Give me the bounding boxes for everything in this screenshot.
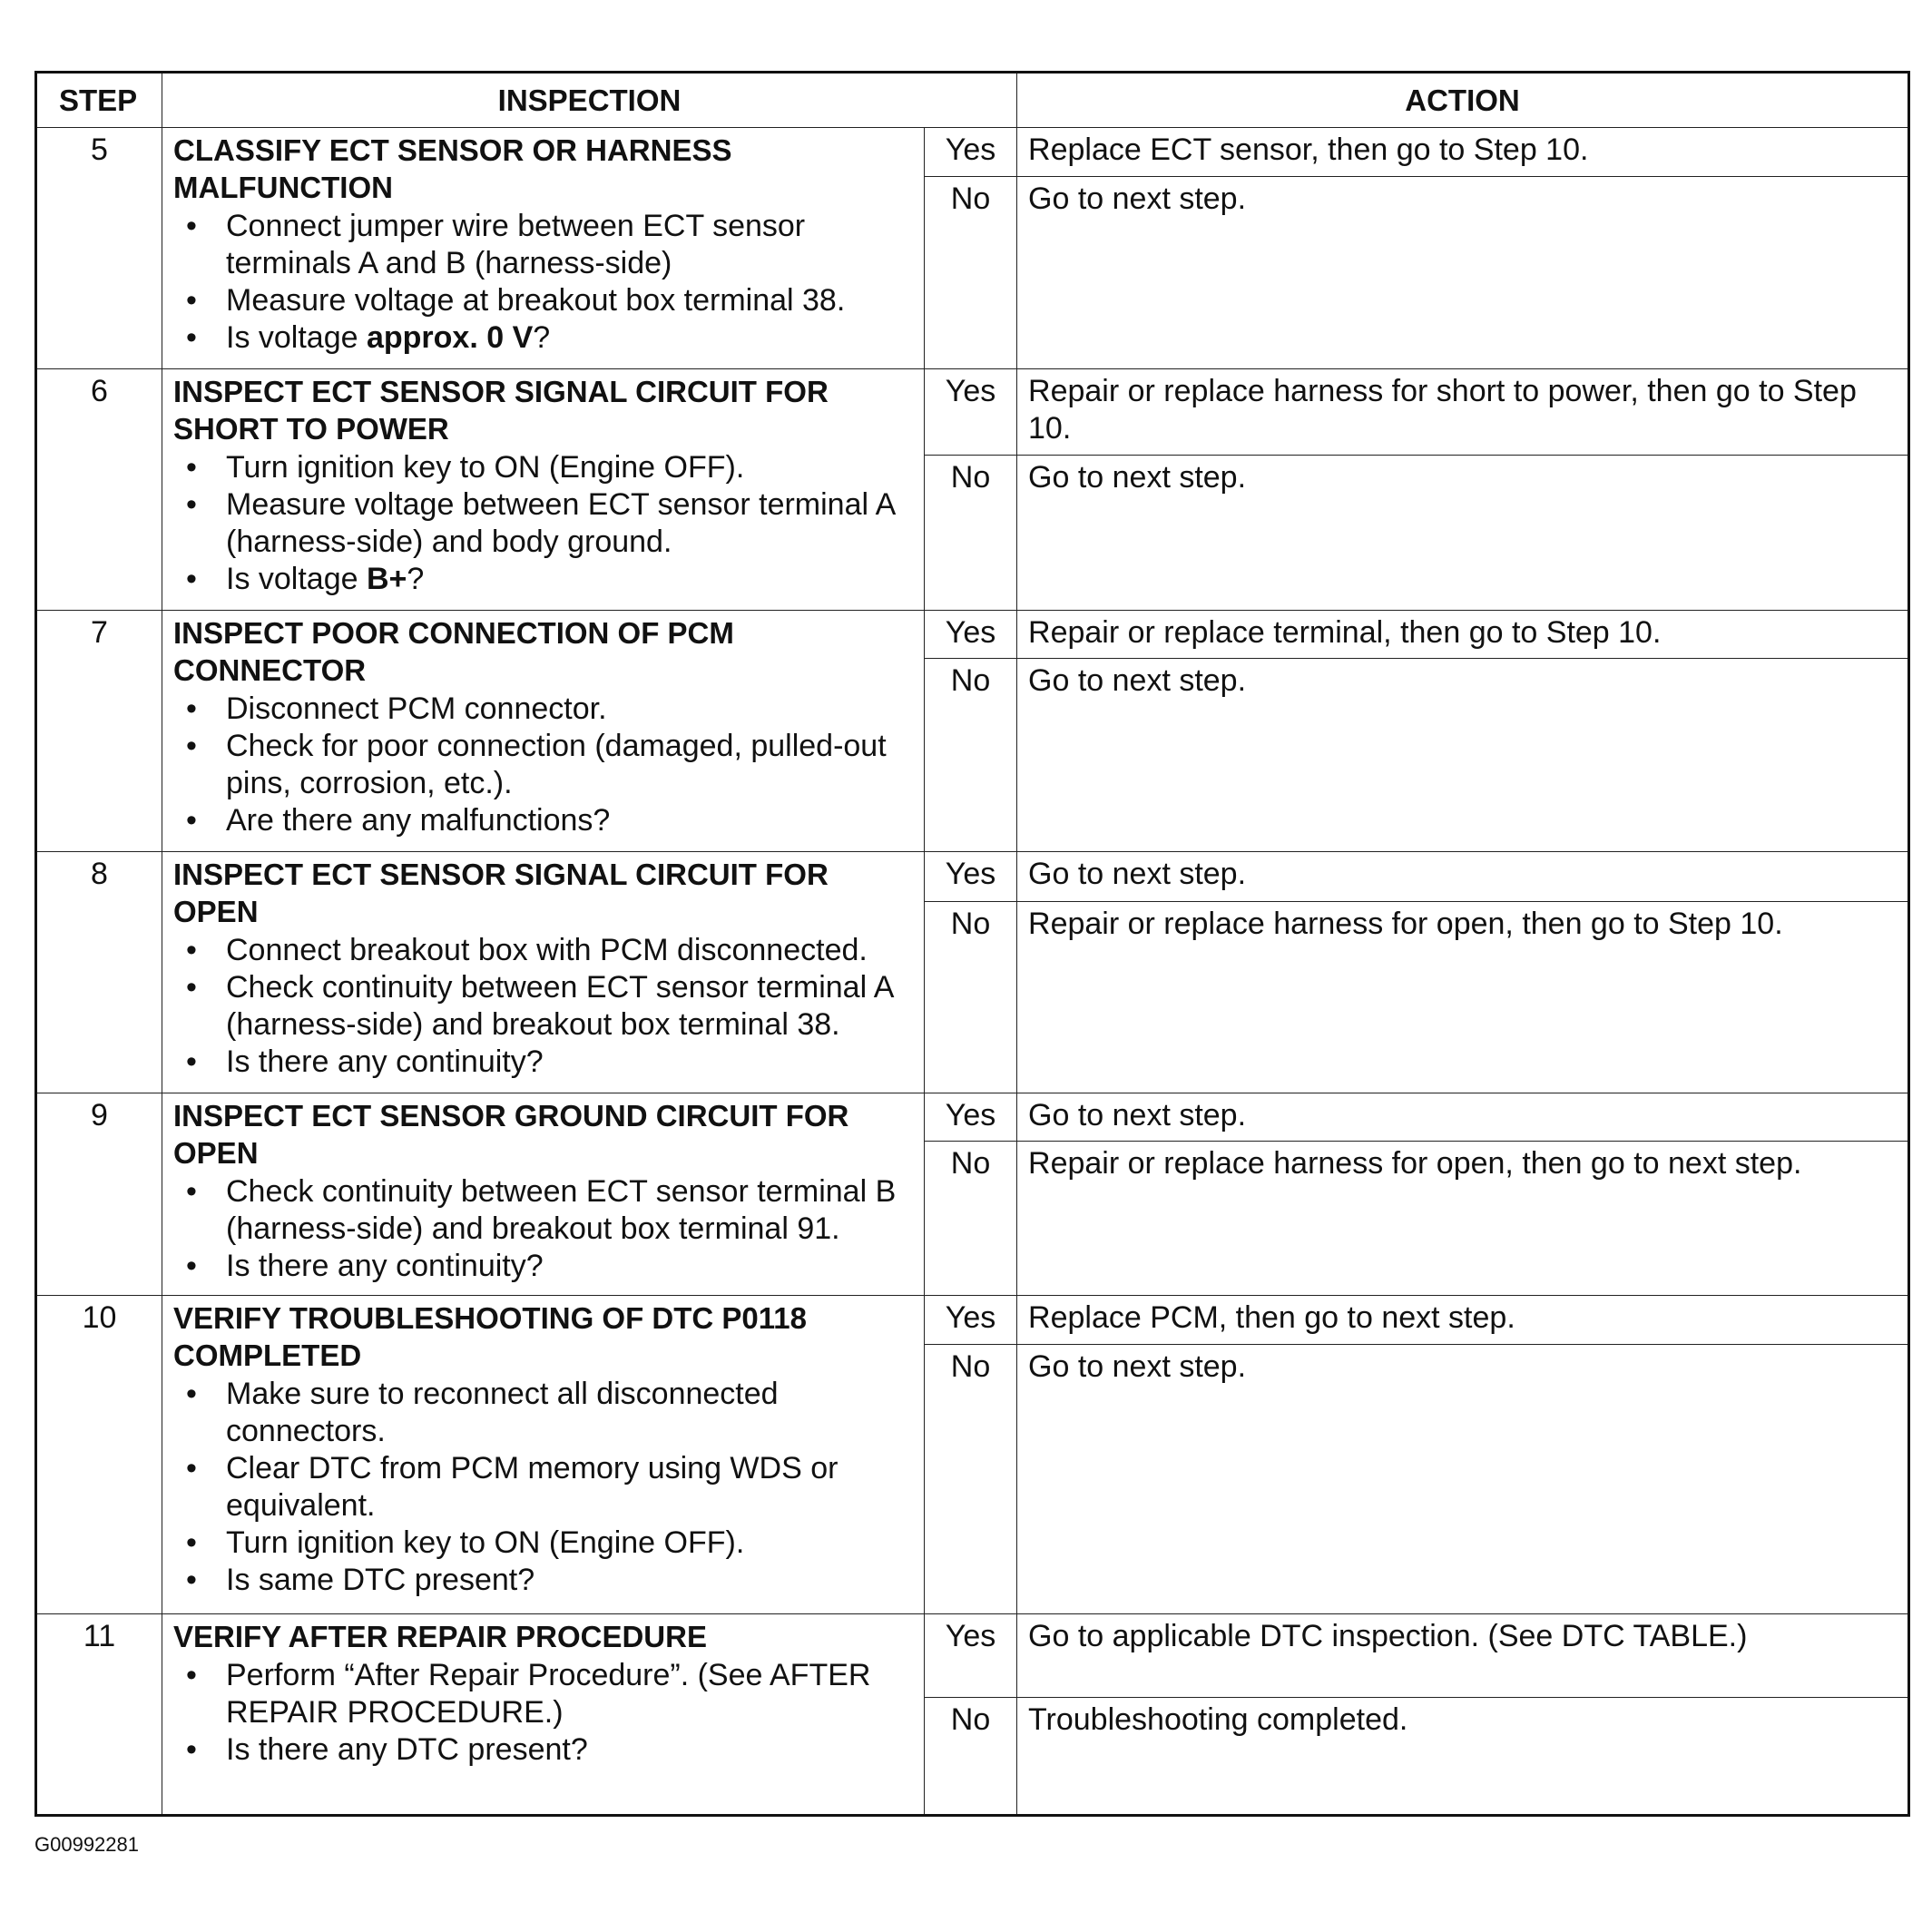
bullet-item: [186, 932, 917, 969]
bullet-item: [186, 1731, 917, 1769]
bullet-text: Measure voltage between ECT sensor terminal A (harness-side) and body ground.: [226, 487, 895, 559]
step-number: 10: [36, 1296, 162, 1614]
yes-label: Yes: [925, 369, 1017, 456]
inspection-title: INSPECT ECT SENSOR GROUND CIRCUIT FOR OPEN: [173, 1099, 849, 1170]
troubleshooting-table: [34, 71, 1910, 1817]
bullet-icon: •: [186, 209, 197, 243]
header-row: [36, 73, 1909, 128]
bullet-icon: •: [186, 803, 197, 838]
step-row-7: [36, 611, 1909, 659]
inspection-cell: [162, 128, 925, 369]
inspection-cell: [162, 369, 925, 611]
inspection-title: INSPECT ECT SENSOR SIGNAL CIRCUIT FOR SHORT TO POWER: [173, 375, 829, 446]
bullet-text: Connect breakout box with PCM disconnected.: [226, 933, 868, 967]
yes-action: Go to next step.: [1017, 1093, 1909, 1142]
bullet-item: [186, 1248, 917, 1285]
inspection-title: INSPECT ECT SENSOR SIGNAL CIRCUIT FOR OPEN: [173, 858, 829, 928]
bullet-icon: •: [186, 729, 197, 763]
inspection-bullets: [173, 691, 917, 839]
bullet-icon: •: [186, 320, 197, 355]
bullet-text: Is voltage: [226, 320, 367, 355]
no-label: No: [925, 902, 1017, 1093]
bullet-text: Measure voltage at breakout box terminal 38.: [226, 283, 846, 318]
bullet-item: [186, 449, 917, 486]
bullet-text: Disconnect PCM connector.: [226, 691, 607, 726]
yes-action: Go to applicable DTC inspection. (See DTC TABLE.): [1017, 1614, 1909, 1698]
bullet-text: Check continuity between ECT sensor terminal B (harness-side) and breakout box terminal 91.: [226, 1174, 897, 1246]
bullet-text: Check for poor connection (damaged, pulled-out pins, corrosion, etc.).: [226, 729, 887, 800]
no-label: No: [925, 456, 1017, 611]
step-row-5: [36, 128, 1909, 177]
inspection-cell: [162, 1614, 925, 1816]
bullet-icon: •: [186, 1563, 197, 1597]
bullet-icon: •: [186, 450, 197, 485]
bullet-text-after: ?: [407, 562, 425, 596]
yes-label: Yes: [925, 852, 1017, 902]
yes-label: Yes: [925, 1296, 1017, 1345]
no-action: Troubleshooting completed.: [1017, 1698, 1909, 1816]
bullet-text: Turn ignition key to ON (Engine OFF).: [226, 450, 745, 485]
bullet-item: [186, 969, 917, 1044]
yes-action: Repair or replace harness for short to power, then go to Step 10.: [1017, 369, 1909, 456]
bullet-item: [186, 319, 917, 357]
bullet-icon: •: [186, 1044, 197, 1079]
inspection-cell: [162, 1296, 925, 1614]
bullet-text: Perform “After Repair Procedure”. (See AFTER REPAIR PROCEDURE.): [226, 1658, 871, 1730]
bullet-item: [186, 1657, 917, 1731]
yes-action: Go to next step.: [1017, 852, 1909, 902]
header-inspection: INSPECTION: [162, 73, 1017, 128]
no-label: No: [925, 1698, 1017, 1816]
bullet-item: [186, 208, 917, 282]
bullet-item: [186, 486, 917, 561]
no-action: Go to next step.: [1017, 659, 1909, 852]
no-action: Go to next step.: [1017, 177, 1909, 369]
bullet-icon: •: [186, 933, 197, 967]
step-number: 9: [36, 1093, 162, 1296]
inspection-bullets: [173, 208, 917, 357]
bullet-item: [186, 802, 917, 839]
step-row-8: [36, 852, 1909, 902]
bullet-text: Are there any malfunctions?: [226, 803, 611, 838]
inspection-title: INSPECT POOR CONNECTION OF PCM CONNECTOR: [173, 616, 734, 687]
bullet-bold-text: B+: [366, 562, 407, 596]
yes-label: Yes: [925, 128, 1017, 177]
bullet-text: Turn ignition key to ON (Engine OFF).: [226, 1525, 745, 1560]
step-row-11: [36, 1614, 1909, 1698]
bullet-text: Make sure to reconnect all disconnected connectors.: [226, 1377, 779, 1448]
inspection-cell: [162, 611, 925, 852]
bullet-item: [186, 1562, 917, 1599]
figure-id: G00992281: [34, 1833, 139, 1856]
bullet-text: Is there any continuity?: [226, 1249, 544, 1283]
bullet-text: Is there any continuity?: [226, 1044, 544, 1079]
step-number: 8: [36, 852, 162, 1093]
no-action: Go to next step.: [1017, 1345, 1909, 1614]
bullet-icon: •: [186, 1732, 197, 1767]
inspection-cell: [162, 1093, 925, 1296]
inspection-title: CLASSIFY ECT SENSOR OR HARNESS MALFUNCTION: [173, 133, 732, 204]
header-step: STEP: [36, 73, 162, 128]
step-number: 6: [36, 369, 162, 611]
step-number: 11: [36, 1614, 162, 1816]
bullet-item: [186, 1525, 917, 1562]
bullet-icon: •: [186, 487, 197, 522]
bullet-text: Check continuity between ECT sensor terminal A (harness-side) and breakout box terminal 38.: [226, 970, 893, 1042]
step-row-6: [36, 369, 1909, 456]
bullet-icon: •: [186, 1249, 197, 1283]
bullet-icon: •: [186, 1377, 197, 1411]
step-number: 7: [36, 611, 162, 852]
bullet-icon: •: [186, 1451, 197, 1485]
inspection-bullets: [173, 449, 917, 598]
bullet-icon: •: [186, 283, 197, 318]
inspection-title: VERIFY TROUBLESHOOTING OF DTC P0118 COMPLETED: [173, 1301, 808, 1372]
inspection-bullets: [173, 932, 917, 1081]
bullet-item: [186, 1173, 917, 1248]
bullet-icon: •: [186, 970, 197, 1005]
yes-action: Replace PCM, then go to next step.: [1017, 1296, 1909, 1345]
yes-label: Yes: [925, 1614, 1017, 1698]
bullet-text: Is there any DTC present?: [226, 1732, 588, 1767]
step-row-10: [36, 1296, 1909, 1345]
bullet-text: Is same DTC present?: [226, 1563, 535, 1597]
bullet-icon: •: [186, 691, 197, 726]
step-number: 5: [36, 128, 162, 369]
bullet-item: [186, 691, 917, 728]
yes-action: Replace ECT sensor, then go to Step 10.: [1017, 128, 1909, 177]
no-label: No: [925, 1142, 1017, 1296]
header-action: ACTION: [1017, 73, 1909, 128]
yes-label: Yes: [925, 1093, 1017, 1142]
bullet-icon: •: [186, 562, 197, 596]
no-label: No: [925, 177, 1017, 369]
bullet-icon: •: [186, 1658, 197, 1692]
bullet-bold-text: approx. 0 V: [366, 320, 534, 355]
step-row-9: [36, 1093, 1909, 1142]
inspection-bullets: [173, 1173, 917, 1285]
bullet-item: [186, 282, 917, 319]
no-label: No: [925, 1345, 1017, 1614]
bullet-icon: •: [186, 1174, 197, 1209]
bullet-item: [186, 1044, 917, 1081]
bullet-text: Connect jumper wire between ECT sensor terminals A and B (harness-side): [226, 209, 806, 280]
no-action: Repair or replace harness for open, then go to Step 10.: [1017, 902, 1909, 1093]
bullet-item: [186, 561, 917, 598]
inspection-bullets: [173, 1657, 917, 1769]
no-label: No: [925, 659, 1017, 852]
bullet-text: Is voltage: [226, 562, 367, 596]
bullet-item: [186, 1376, 917, 1450]
inspection-bullets: [173, 1376, 917, 1599]
no-action: Repair or replace harness for open, then go to next step.: [1017, 1142, 1909, 1296]
bullet-text: Clear DTC from PCM memory using WDS or equivalent.: [226, 1451, 839, 1523]
yes-action: Repair or replace terminal, then go to Step 10.: [1017, 611, 1909, 659]
no-action: Go to next step.: [1017, 456, 1909, 611]
yes-label: Yes: [925, 611, 1017, 659]
bullet-item: [186, 1450, 917, 1525]
bullet-text-after: ?: [533, 320, 551, 355]
inspection-title: VERIFY AFTER REPAIR PROCEDURE: [173, 1620, 707, 1653]
inspection-cell: [162, 852, 925, 1093]
bullet-icon: •: [186, 1525, 197, 1560]
bullet-item: [186, 728, 917, 802]
